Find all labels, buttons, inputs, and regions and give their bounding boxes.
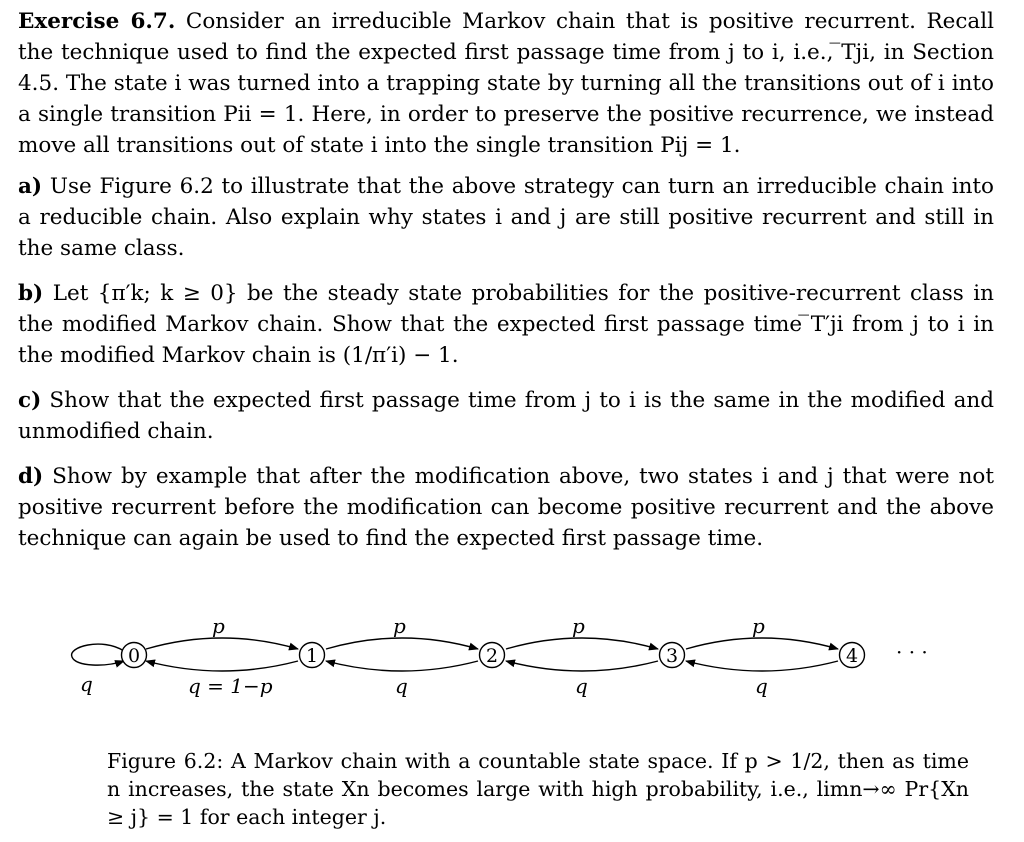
state-1 bbox=[300, 643, 325, 668]
state-4 bbox=[840, 643, 865, 668]
part-c-label: c) bbox=[18, 388, 42, 413]
part-a-label: a) bbox=[18, 174, 43, 199]
markov-chain-figure bbox=[62, 605, 962, 705]
exercise-heading: Exercise 6.7. bbox=[18, 9, 176, 34]
part-d-label: d) bbox=[18, 464, 44, 489]
self-loop-0 bbox=[72, 644, 124, 665]
forward-label-3: p bbox=[752, 614, 765, 638]
state-3-label: 3 bbox=[665, 645, 679, 667]
forward-label-1: p bbox=[393, 614, 406, 638]
forward-label-2: p bbox=[572, 614, 585, 638]
part-c bbox=[18, 385, 994, 447]
forward-arc-3-4 bbox=[686, 638, 838, 649]
exercise-intro-text: Consider an irreducible Markov chain that is positive recurrent. Recall the technique used to find the expected first passage time from j to i, i.e., ̅Tji, in Section 4.5. The state i was turned into a trapping state by turning all the transitions out of i into a single transition Pii = 1. Here, in order to preserve the positive recurrence, we instead move all transitions out of state i into the single transition Pij = 1. bbox=[18, 9, 994, 158]
part-d bbox=[18, 461, 994, 554]
backward-arc-2-1 bbox=[326, 661, 478, 671]
part-d-text: Show by example that after the modification above, two states i and j that were not positive recurrent before the modification can become positive recurrent and the above technique can again be used to find the expected first passage time. bbox=[18, 464, 994, 551]
state-1-label: 1 bbox=[305, 645, 319, 667]
part-b-label: b) bbox=[18, 281, 44, 306]
state-2 bbox=[480, 643, 505, 668]
backward-arc-4-3 bbox=[686, 661, 838, 671]
forward-arc-0-1 bbox=[146, 638, 298, 649]
state-4-label: 4 bbox=[845, 645, 859, 667]
state-0-label: 0 bbox=[127, 645, 141, 667]
backward-arc-3-2 bbox=[506, 661, 658, 671]
part-a bbox=[18, 171, 994, 264]
forward-arc-1-2 bbox=[326, 638, 478, 649]
figure-caption: Figure 6.2: A Markov chain with a countable state space. If p > 1/2, then as time n increases, the state Xn becomes large with high probability, i.e., limn→∞ Pr{Xn ≥ j} = 1 for each integer j. bbox=[107, 749, 969, 829]
part-b bbox=[18, 278, 994, 371]
backward-arc-1-0 bbox=[146, 661, 298, 671]
backward-label-1: q bbox=[395, 674, 408, 698]
part-c-text: Show that the expected first passage time from j to i is the same in the modified and unmodified chain. bbox=[18, 388, 994, 444]
backward-label-2: q bbox=[575, 674, 588, 698]
backward-label-3: q bbox=[755, 674, 768, 698]
state-3 bbox=[660, 643, 685, 668]
forward-label-0: p bbox=[212, 614, 225, 638]
part-a-text: Use Figure 6.2 to illustrate that the above strategy can turn an irreducible chain into a reducible chain. Also explain why states i and j are still positive recurrent and still in the same class. bbox=[18, 174, 994, 261]
exercise-intro bbox=[18, 6, 994, 161]
ellipsis: · · · bbox=[896, 640, 928, 664]
exercise-text bbox=[18, 6, 994, 568]
backward-label-0: q = 1−p bbox=[188, 674, 273, 698]
self-loop-label: q bbox=[80, 672, 93, 696]
part-b-text: Let {π′k; k ≥ 0} be the steady state probabilities for the positive-recurrent class in the modified Markov chain. Show that the expected first passage time ̅T′ji from j to i in the modified Markov chain is (1/π′i) − 1. bbox=[18, 281, 994, 368]
forward-arc-2-3 bbox=[506, 638, 658, 649]
state-2-label: 2 bbox=[485, 645, 499, 667]
markov-chain-diagram bbox=[62, 605, 962, 705]
state-0 bbox=[122, 643, 147, 668]
